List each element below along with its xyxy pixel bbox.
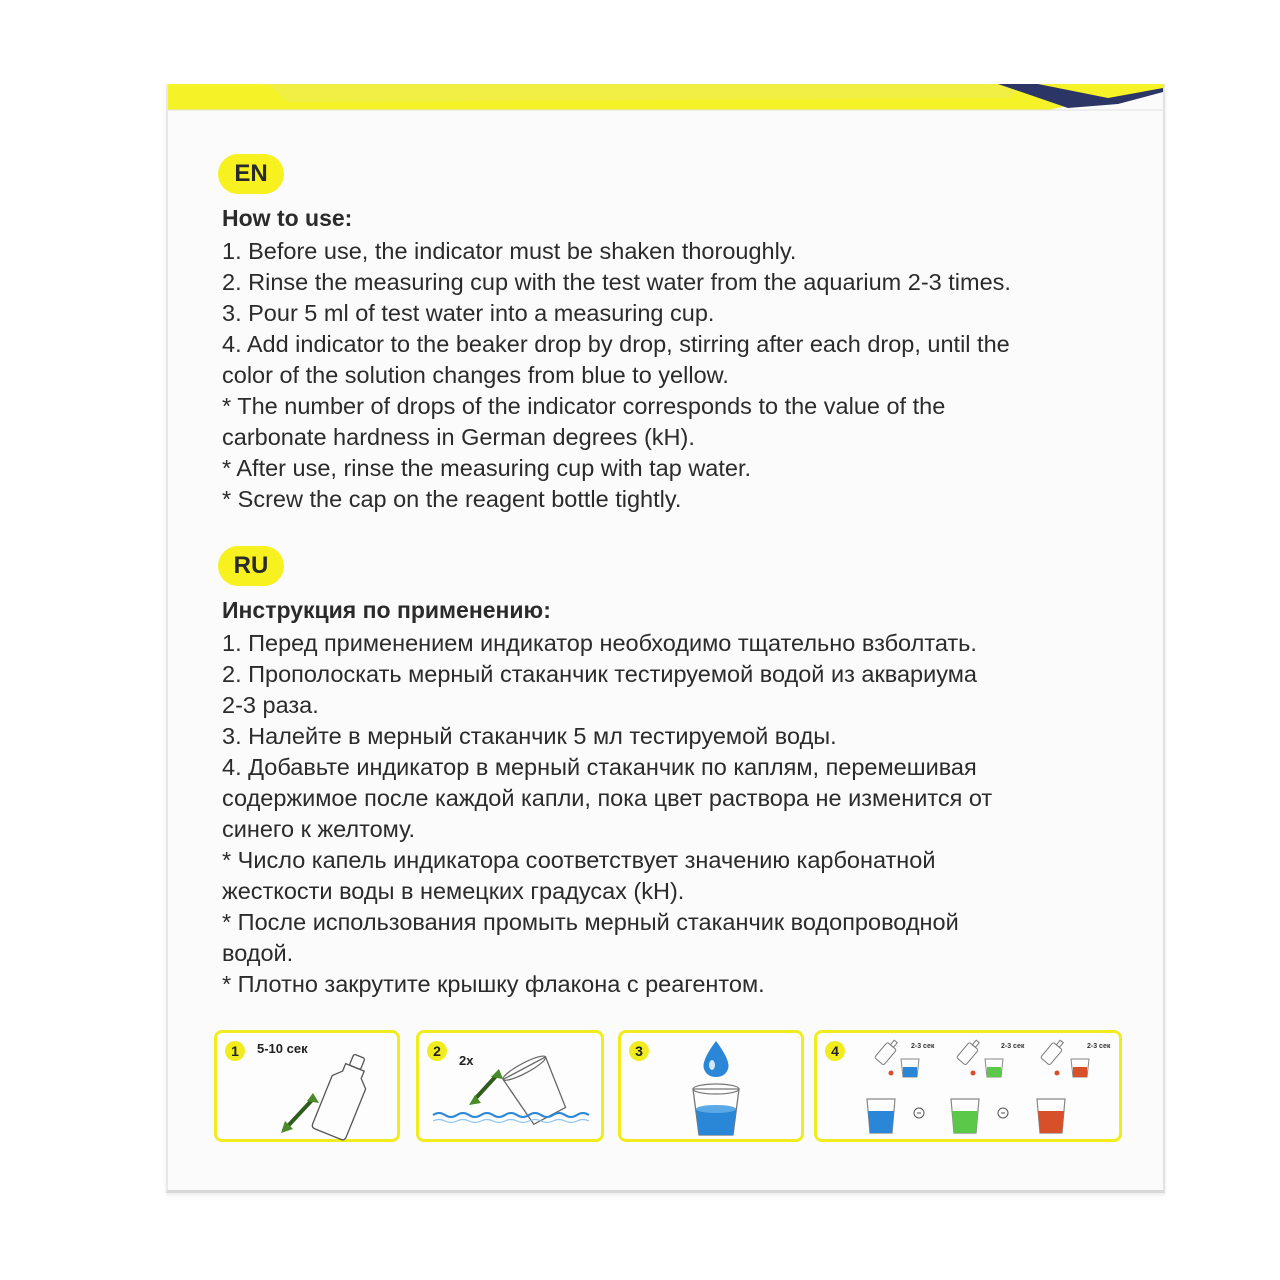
- shake-bottle-icon: [277, 1053, 397, 1141]
- ru-line: * Число капель индикатора соответствует значению карбонатной: [222, 847, 936, 873]
- en-line: * Screw the cap on the reagent bottle tightly.: [222, 486, 682, 512]
- step-panel-1: [214, 1030, 400, 1142]
- pour-water-cup-icon: [671, 1037, 761, 1141]
- timer-label: 2-3 сек: [911, 1043, 935, 1050]
- step-number: 2: [427, 1041, 447, 1061]
- timer-label: 2-3 сек: [1087, 1043, 1111, 1050]
- titration-color-change-icon: [847, 1037, 1117, 1141]
- ru-line: * После использования промыть мерный стаканчик водопроводной: [222, 909, 959, 935]
- rinse-count-label: 2x: [459, 1053, 474, 1068]
- step-panel-3: [618, 1030, 804, 1142]
- step-panel-4: [814, 1030, 1122, 1142]
- ru-language-badge: RU: [218, 546, 284, 586]
- timer-label: 2-3 сек: [1001, 1043, 1025, 1050]
- step-panel-2: [416, 1030, 604, 1142]
- ru-line: 3. Налейте в мерный стаканчик 5 мл тестируемой воды.: [222, 723, 837, 749]
- en-line: carbonate hardness in German degrees (kH).: [222, 424, 695, 450]
- en-instructions: [222, 236, 1152, 515]
- en-line: color of the solution changes from blue to yellow.: [222, 362, 729, 388]
- ru-line: 1. Перед применением индикатор необходимо тщательно взболтать.: [222, 630, 977, 656]
- en-heading: How to use:: [222, 205, 353, 231]
- step-number: 1: [225, 1041, 245, 1061]
- en-line: 1. Before use, the indicator must be shaken thoroughly.: [222, 238, 797, 264]
- shake-time-label: 5-10 сек: [257, 1041, 308, 1056]
- ru-instructions: [222, 628, 1152, 1000]
- ru-line: * Плотно закрутите крышку флакона с реагентом.: [222, 971, 765, 997]
- en-language-badge: EN: [218, 154, 284, 194]
- ru-line: 4. Добавьте индикатор в мерный стаканчик по каплям, перемешивая: [222, 754, 977, 780]
- ru-line: 2-3 раза.: [222, 692, 319, 718]
- package-back: [166, 84, 1165, 1193]
- ru-line: водой.: [222, 940, 294, 966]
- en-line: 3. Pour 5 ml of test water into a measuring cup.: [222, 300, 715, 326]
- step-number: 3: [629, 1041, 649, 1061]
- en-line: 4. Add indicator to the beaker drop by drop, stirring after each drop, until the: [222, 331, 1010, 357]
- en-line: * After use, rinse the measuring cup with tap water.: [222, 455, 752, 481]
- rinse-cup-icon: [427, 1047, 599, 1137]
- ru-line: синего к желтому.: [222, 816, 416, 842]
- step-number: 4: [825, 1041, 845, 1061]
- en-line: * The number of drops of the indicator corresponds to the value of the: [222, 393, 946, 419]
- ru-line: жесткости воды в немецких градусах (kH).: [222, 878, 685, 904]
- top-flap-strip: [168, 84, 1163, 112]
- en-line: 2. Rinse the measuring cup with the test water from the aquarium 2-3 times.: [222, 269, 1011, 295]
- ru-line: содержимое после каждой капли, пока цвет раствора не изменится от: [222, 785, 993, 811]
- ru-heading: Инструкция по применению:: [222, 597, 551, 623]
- ru-line: 2. Прополоскать мерный стаканчик тестируемой водой из аквариума: [222, 661, 977, 687]
